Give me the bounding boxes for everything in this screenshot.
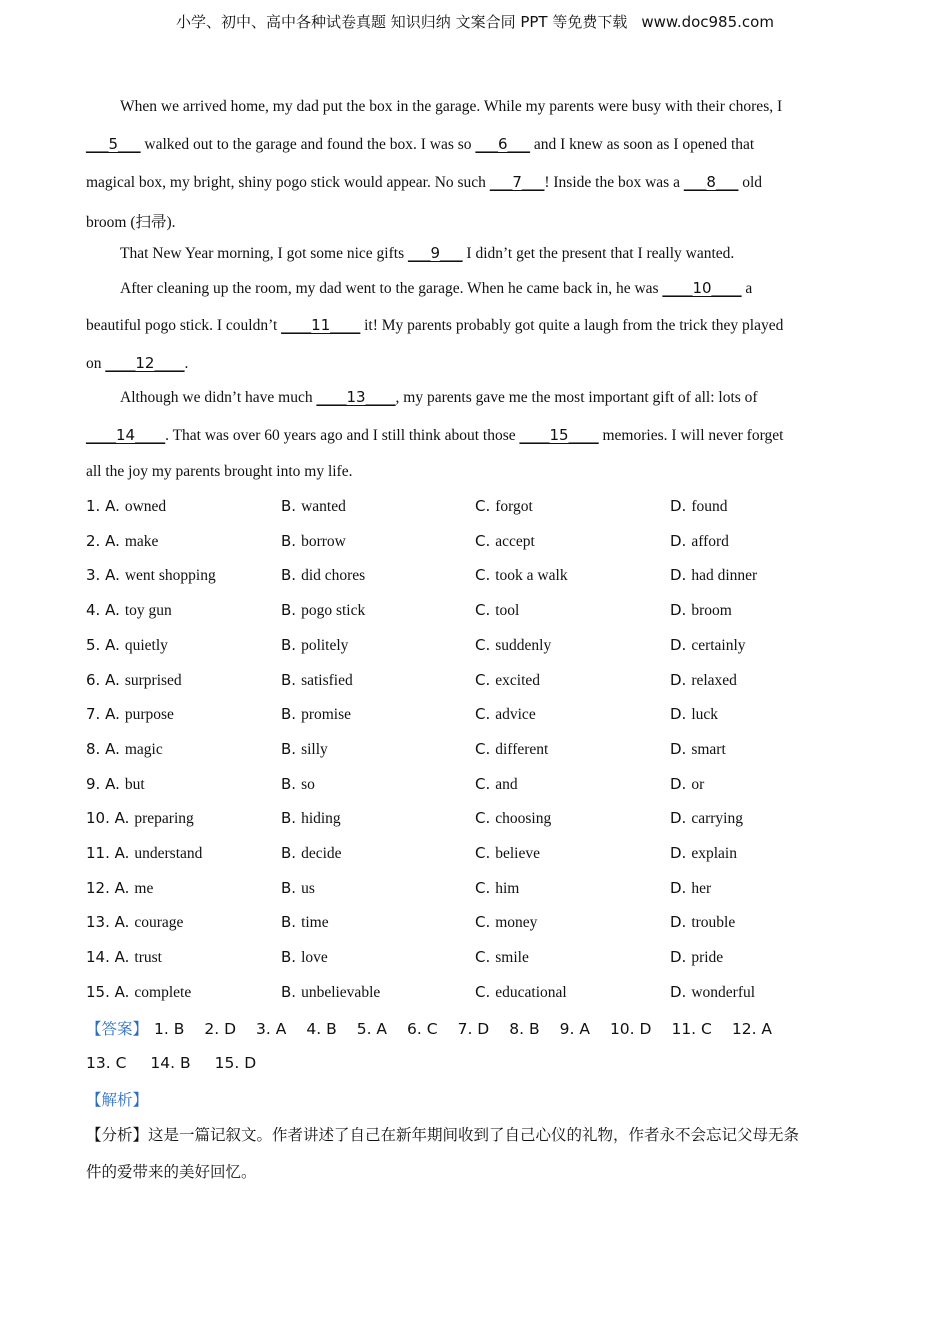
option-b (281, 775, 315, 794)
option-text: believe (495, 845, 541, 862)
option-a (86, 705, 174, 724)
option-label: B. (281, 566, 297, 585)
option-label: C. (475, 774, 491, 793)
option-text: educational (495, 983, 567, 1001)
option-label: 1. A. (86, 497, 120, 515)
option-label: C. (475, 497, 491, 515)
blank-7: ___7___ (489, 173, 545, 191)
option-text: her (691, 879, 712, 897)
option-text: unbelievable (301, 983, 381, 1001)
header-site-link[interactable]: www.doc985.com (641, 13, 774, 31)
option-d (670, 601, 732, 620)
option-text: toy gun (124, 602, 172, 620)
option-d (670, 775, 704, 794)
option-label: C. (475, 601, 491, 620)
option-b (281, 913, 329, 932)
option-label: B. (281, 497, 297, 515)
option-label: C. (475, 531, 491, 550)
passage-text: walked out to the garage and found the box. I was so (140, 136, 476, 153)
option-label: 14. A. (86, 948, 130, 967)
option-text: suddenly (495, 636, 552, 654)
option-text: had dinner (691, 567, 758, 585)
option-text: advice (495, 706, 536, 724)
option-a (86, 844, 202, 863)
option-label: B. (281, 982, 297, 1001)
passage-line (86, 316, 783, 335)
option-text: promise (301, 706, 351, 724)
option-a (86, 913, 183, 932)
option-text: trust (134, 949, 162, 967)
option-text: complete (134, 983, 192, 1001)
option-label: D. (670, 635, 687, 654)
option-text: relaxed (691, 671, 737, 689)
option-text: preparing (134, 810, 194, 828)
option-text: went shopping (124, 567, 216, 585)
passage-text: . (184, 355, 189, 372)
analysis-text-line-2: 件的爱带来的美好回忆。 (86, 1163, 257, 1181)
blank-13: ____13____ (316, 388, 396, 406)
option-label: D. (670, 982, 687, 1001)
blank-11: ____11____ (281, 316, 361, 334)
option-c (475, 497, 533, 516)
option-label: D. (670, 913, 687, 932)
question-row (86, 740, 866, 774)
option-text: found (691, 498, 728, 515)
option-label: D. (670, 774, 687, 793)
option-text: him (495, 879, 520, 897)
passage-line (120, 98, 782, 116)
option-text: owned (124, 498, 167, 515)
answer-line-1 (86, 1017, 792, 1039)
option-text: smart (691, 740, 726, 758)
option-text: luck (691, 706, 719, 724)
passage-text: , my parents gave me the most important gift of all: lots of (395, 389, 758, 406)
passage-text: a (741, 280, 753, 297)
answer-item: 9. A (559, 1020, 590, 1038)
option-text: politely (301, 636, 349, 654)
option-a (86, 948, 162, 967)
option-text: quietly (124, 636, 168, 654)
option-label: D. (670, 809, 687, 828)
option-c (475, 913, 537, 932)
passage-line (86, 135, 754, 154)
option-c (475, 948, 529, 967)
option-b (281, 636, 348, 655)
answer-item: 8. B (509, 1020, 540, 1038)
question-row (86, 983, 866, 1017)
option-text: surprised (124, 671, 182, 689)
option-a (86, 636, 168, 655)
question-row (86, 879, 866, 913)
option-text: did chores (301, 567, 366, 585)
option-text: took a walk (495, 567, 568, 585)
option-label: D. (670, 739, 687, 758)
passage-text: old (738, 174, 763, 191)
option-text: magic (124, 740, 163, 758)
option-a (86, 775, 145, 794)
question-row (86, 636, 866, 670)
passage-line (120, 279, 752, 298)
option-d (670, 671, 737, 690)
passage-text: all the joy my parents brought into my life. (86, 463, 353, 480)
option-label: D. (670, 670, 687, 689)
option-text: money (495, 914, 538, 932)
option-text: so (301, 775, 315, 793)
blank-10: ____10____ (662, 279, 742, 297)
option-c (475, 809, 551, 828)
option-a (86, 983, 191, 1002)
question-row (86, 775, 866, 809)
passage-text: on (86, 355, 106, 372)
option-label: 8. A. (86, 739, 120, 758)
question-row (86, 566, 866, 600)
option-label: 13. A. (86, 913, 130, 932)
option-b (281, 532, 346, 551)
option-label: C. (475, 948, 491, 967)
option-text: accept (495, 532, 535, 550)
passage-text: After cleaning up the room, my dad went to the garage. When he came back in, he was (120, 280, 663, 297)
blank-14: ____14____ (86, 426, 166, 444)
option-label: B. (281, 601, 297, 620)
option-a (86, 809, 194, 828)
option-text: silly (301, 740, 328, 758)
option-b (281, 983, 380, 1002)
passage-text: ! Inside the box was a (544, 174, 684, 191)
option-label: C. (475, 913, 491, 932)
answer-item: 12. A (731, 1020, 773, 1038)
blank-12: ____12____ (105, 354, 185, 372)
question-row (86, 671, 866, 705)
option-label: D. (670, 531, 687, 550)
option-d (670, 948, 723, 967)
passage-line (86, 210, 176, 232)
option-text: courage (134, 914, 184, 932)
answer-item: 4. B (306, 1020, 337, 1038)
option-b (281, 705, 351, 724)
option-text: trouble (691, 914, 736, 932)
option-text: satisfied (301, 671, 353, 689)
option-d (670, 566, 757, 585)
option-text: love (301, 949, 328, 967)
option-text: decide (301, 845, 342, 862)
option-c (475, 636, 551, 655)
option-text: different (495, 740, 549, 758)
option-label: 12. A. (86, 878, 130, 897)
option-text: explain (691, 845, 737, 862)
option-text: make (124, 532, 159, 550)
question-row (86, 497, 866, 531)
option-label: B. (281, 948, 297, 967)
answer-item: 1. B (154, 1020, 185, 1038)
answer-item: 10. D (609, 1020, 652, 1038)
option-c (475, 671, 540, 690)
option-label: D. (670, 844, 687, 862)
option-b (281, 566, 365, 585)
page-header (0, 11, 950, 32)
option-text: certainly (691, 636, 746, 654)
option-a (86, 532, 158, 551)
answer-item: 5. A (356, 1020, 388, 1038)
answer-item: 3. A (256, 1020, 287, 1038)
option-label: 3. A. (86, 566, 120, 585)
option-b (281, 740, 328, 759)
passage-text: I didn’t get the present that I really wanted. (462, 245, 735, 262)
option-text: wanted (301, 498, 346, 515)
option-c (475, 983, 567, 1002)
option-text: pride (691, 949, 724, 967)
option-text: pogo stick (301, 602, 366, 620)
option-label: 11. A. (86, 844, 130, 862)
option-a (86, 671, 182, 690)
blank-6: ___6___ (475, 135, 530, 153)
option-d (670, 809, 743, 828)
option-b (281, 879, 315, 898)
option-label: C. (475, 635, 491, 654)
option-text: hiding (301, 810, 341, 828)
blank-15: ____15____ (519, 426, 599, 444)
option-a (86, 879, 153, 898)
option-label: 10. A. (86, 809, 130, 828)
blank-5: ___5___ (86, 135, 141, 153)
passage-text: That New Year morning, I got some nice gifts (120, 245, 408, 262)
passage-line (120, 244, 734, 263)
option-label: C. (475, 705, 491, 724)
option-c (475, 566, 568, 585)
option-d (670, 913, 735, 932)
option-text: borrow (301, 532, 346, 550)
option-d (670, 532, 729, 551)
option-a (86, 497, 166, 516)
option-c (475, 775, 518, 794)
option-label: 2. A. (86, 531, 120, 550)
option-label: D. (670, 566, 687, 585)
option-b (281, 601, 365, 620)
option-label: B. (281, 705, 297, 724)
option-text: purpose (124, 706, 174, 724)
question-row (86, 809, 866, 843)
option-text: excited (495, 671, 541, 689)
question-row (86, 705, 866, 739)
option-label: B. (281, 913, 297, 932)
option-label: 15. A. (86, 982, 130, 1001)
passage-line (86, 463, 352, 481)
option-text: broom (691, 602, 732, 620)
blank-9: ___9___ (408, 244, 463, 262)
option-b (281, 844, 342, 863)
passage-line (86, 354, 188, 373)
option-text: time (301, 914, 329, 932)
option-label: 4. A. (86, 601, 120, 620)
option-c (475, 844, 540, 863)
option-a (86, 740, 163, 759)
passage-text: When we arrived home, my dad put the box in the garage. While my parents were busy with their chores, I (120, 98, 783, 115)
question-row (86, 948, 866, 982)
option-label: D. (670, 705, 687, 724)
option-text: us (301, 879, 315, 897)
passage-text: Although we didn’t have much (120, 389, 317, 406)
option-label: C. (475, 878, 491, 897)
option-c (475, 705, 536, 724)
option-label: C. (475, 809, 491, 828)
option-d (670, 844, 737, 863)
option-label: C. (475, 982, 491, 1001)
option-label: C. (475, 739, 491, 758)
passage-text: magical box, my bright, shiny pogo stick would appear. No such (86, 174, 490, 191)
answer-item: 13. C (86, 1054, 127, 1072)
answer-tag: 【答案】 (86, 1020, 149, 1038)
option-label: 7. A. (86, 705, 120, 724)
passage-text: . That was over 60 years ago and I still think about those (165, 427, 520, 444)
option-a (86, 566, 216, 585)
option-label: B. (281, 635, 297, 654)
answer-item: 7. D (457, 1020, 490, 1038)
passage-text: beautiful pogo stick. I couldn’t (86, 317, 282, 334)
option-d (670, 705, 718, 724)
question-row (86, 532, 866, 566)
passage-line (86, 173, 762, 192)
option-text: forgot (495, 498, 533, 515)
option-c (475, 601, 519, 620)
option-b (281, 809, 341, 828)
analysis-tag: 【解析】 (86, 1091, 149, 1109)
option-d (670, 636, 746, 655)
option-label: 9. A. (86, 774, 120, 793)
answer-line-2 (86, 1054, 280, 1072)
option-label: C. (475, 566, 491, 585)
option-text: choosing (495, 810, 552, 828)
option-label: B. (281, 670, 297, 689)
option-text: smile (495, 949, 529, 967)
passage-text: and I knew as soon as I opened that (529, 136, 755, 153)
answer-item: 11. C (671, 1020, 712, 1038)
question-row (86, 913, 866, 947)
passage-line (120, 388, 758, 407)
option-b (281, 497, 346, 516)
option-label: 5. A. (86, 635, 120, 654)
option-c (475, 879, 519, 898)
header-text: 小学、初中、高中各种试卷真题 知识归纳 文案合同 PPT 等免费下载 (176, 13, 628, 31)
option-d (670, 983, 755, 1002)
option-text: wonderful (691, 983, 756, 1001)
answer-item: 6. C (407, 1020, 438, 1038)
option-text: and (495, 775, 518, 793)
option-text: tool (495, 602, 520, 620)
option-label: B. (281, 878, 297, 897)
option-d (670, 879, 711, 898)
option-label: D. (670, 601, 687, 620)
option-a (86, 601, 172, 620)
option-label: B. (281, 844, 297, 862)
option-d (670, 740, 726, 759)
option-label: D. (670, 878, 687, 897)
option-d (670, 497, 728, 516)
option-label: C. (475, 670, 491, 689)
passage-line (86, 426, 783, 445)
blank-8: ___8___ (683, 173, 739, 191)
option-label: B. (281, 739, 297, 758)
answer-item: 15. D (214, 1054, 257, 1072)
question-row (86, 601, 866, 635)
option-label: D. (670, 948, 687, 967)
option-label: B. (281, 531, 297, 550)
option-label: C. (475, 844, 491, 862)
option-b (281, 671, 353, 690)
passage-text: it! My parents probably got quite a laugh from the trick they played (360, 317, 784, 334)
passage-text: broom (扫帚). (86, 214, 176, 231)
answer-item: 14. B (150, 1054, 191, 1072)
option-text: or (691, 775, 705, 793)
option-label: D. (670, 497, 687, 515)
option-b (281, 948, 328, 967)
option-text: me (134, 879, 154, 897)
option-label: B. (281, 809, 297, 828)
option-text: carrying (691, 810, 743, 828)
option-text: but (124, 775, 145, 793)
answer-item: 2. D (204, 1020, 237, 1038)
option-label: 6. A. (86, 670, 120, 689)
option-text: afford (691, 532, 729, 550)
question-row (86, 844, 866, 878)
option-text: understand (134, 845, 203, 862)
analysis-text-line-1: 【分析】这是一篇记叙文。作者讲述了自己在新年期间收到了自己心仪的礼物，作者永不会忘记父母无条 (86, 1126, 800, 1144)
passage-text: memories. I will never forget (598, 427, 784, 444)
option-c (475, 532, 535, 551)
option-label: B. (281, 774, 297, 793)
option-c (475, 740, 548, 759)
